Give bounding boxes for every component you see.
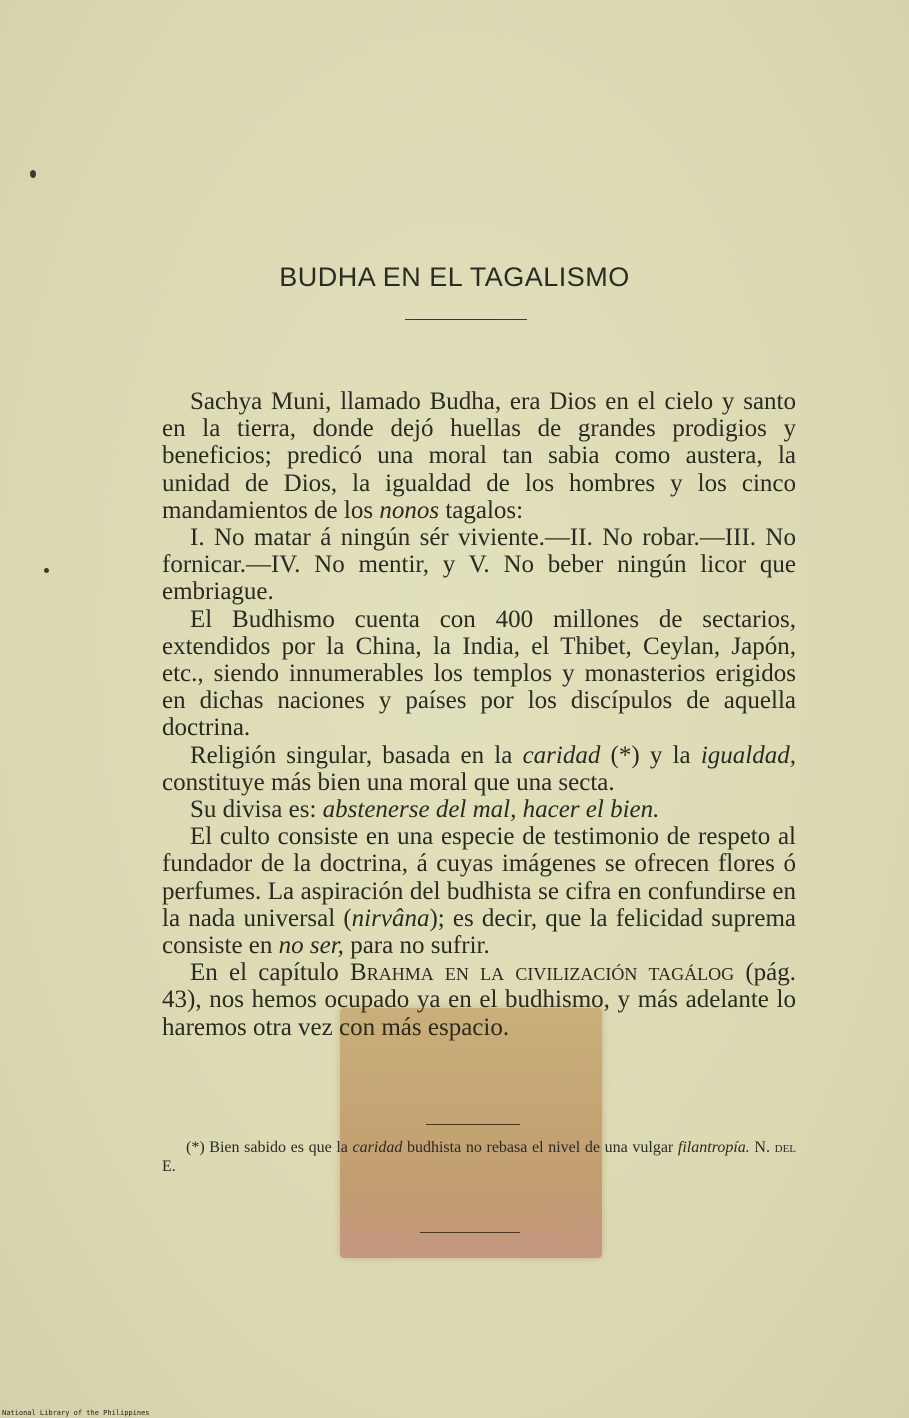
paragraph-1: Sachya Muni, llamado Budha, era Dios en el cielo y santo en la tierra, donde dejó huellas de grandes prodigios y beneficios; predicó una moral tan sabia como austera, la unidad de Dios, la igualdad de los hombres y los cinco mandamientos de los nonos tagalos: — [162, 388, 796, 524]
paper-stain — [340, 1008, 602, 1258]
paragraph-5: Su divisa es: abstenerse del mal, hacer el bien. — [190, 796, 660, 824]
body-text — [162, 388, 796, 1041]
ink-speck — [44, 568, 49, 573]
paragraph-commandments: I. No matar á ningún sér viviente.—II. No robar.—III. No fornicar.—IV. No mentir, y V. No beber ningún licor que embriague. — [162, 524, 796, 606]
paragraph-3: El Budhismo cuenta con 400 millones de sectarios, extendidos por la China, la India, el Thibet, Ceylan, Japón, etc., siendo innumerables los templos y monasterios erigidos en dichas naciones y países por los discípulos de aquella doctrina. — [162, 605, 796, 742]
end-rule — [420, 1232, 520, 1233]
library-footer: National Library of the Philippines — [2, 1409, 150, 1417]
title-rule — [405, 319, 527, 320]
paragraph-7: En el capítulo Brahma en la civilización tagálog (pág. 43), nos hemos ocupado ya en el budhismo, y más adelante lo haremos otra vez con más espacio. — [162, 959, 797, 1041]
paragraph-4: Religión singular, basada en la caridad (*) y la igualdad, constituye más bien una moral que una secta. — [162, 741, 796, 796]
page-title: BUDHA EN EL TAGALISMO — [279, 262, 630, 292]
footnote-rule — [426, 1124, 520, 1125]
footnote: (*) Bien sabido es que la caridad budhista no rebasa el nivel de una vulgar filantropía. N. del E. — [162, 1139, 797, 1175]
ink-speck — [30, 170, 36, 178]
paragraph-6: El culto consiste en una especie de testimonio de respeto al fundador de la doctrina, á cuyas imágenes se ofrecen flores ó perfumes. La aspiración del budhista se cifra en confundirse en la nada universal (nirvâna); es decir, que la felicidad suprema consiste en no ser, para no sufrir. — [162, 823, 796, 960]
